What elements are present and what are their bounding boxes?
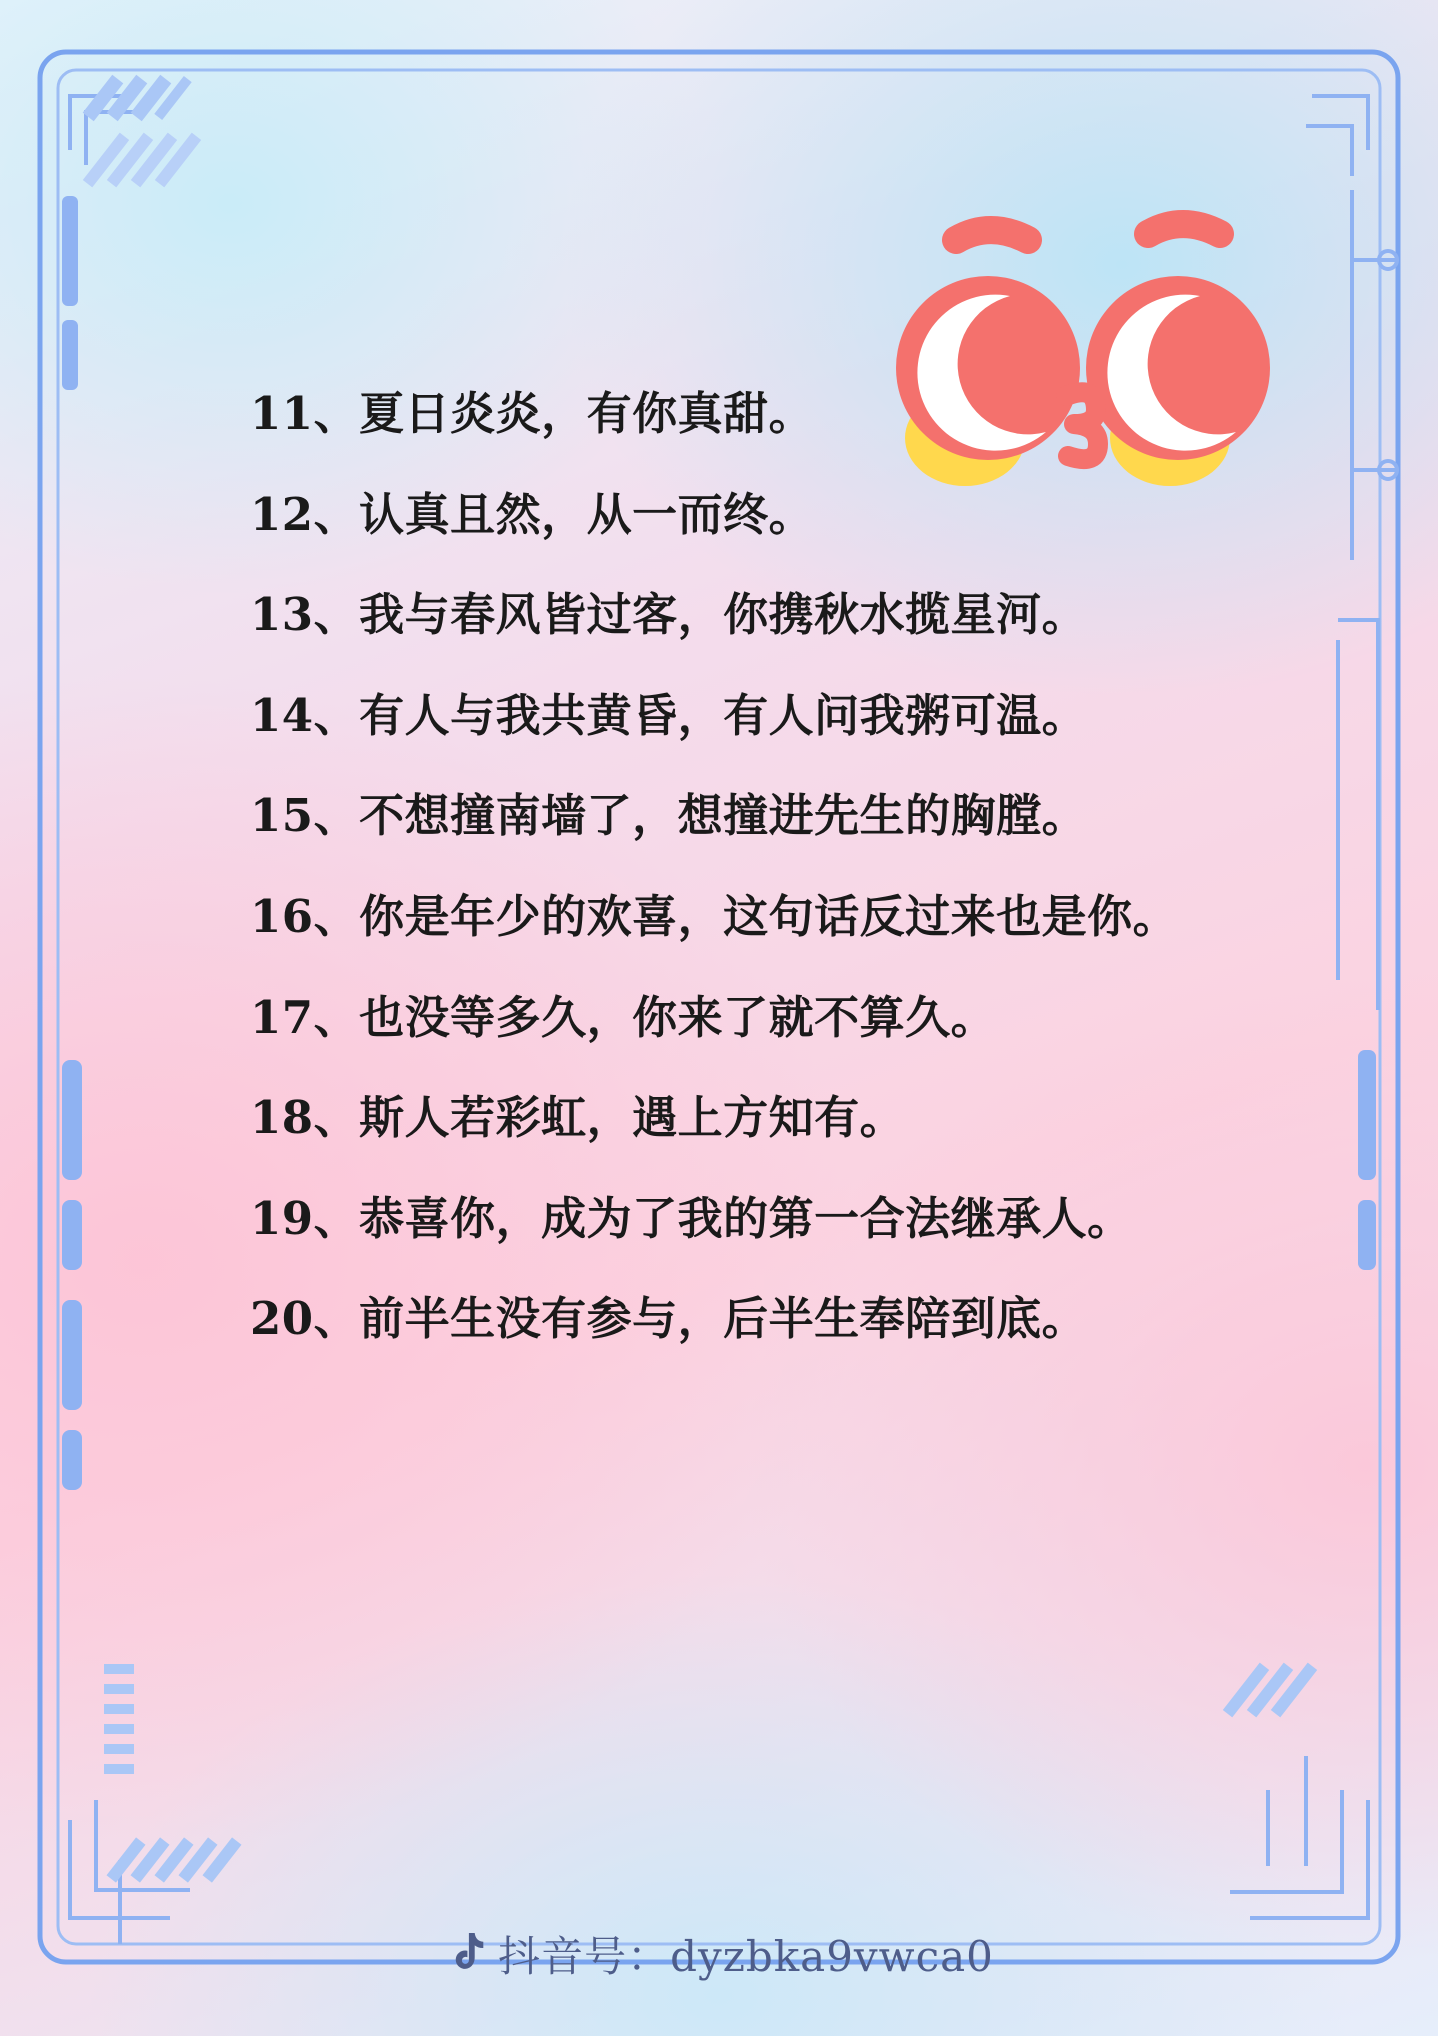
list-item	[250, 989, 1250, 1047]
list-item	[250, 787, 1250, 845]
list-item-index: 18、	[250, 1091, 360, 1145]
list-item	[250, 1190, 1250, 1248]
list-item	[250, 687, 1250, 745]
list-item-text: 有人与我共黄昏，有人问我粥可温。	[359, 688, 1088, 742]
list-item-text: 夏日炎炎，有你真甜。	[359, 387, 815, 440]
list-item-text: 我与春风皆过客，你携秋水揽星河。	[359, 588, 1088, 642]
list-item-text: 恭喜你，成为了我的第一合法继承人。	[359, 1191, 1133, 1245]
list-item	[250, 586, 1250, 644]
list-item-text: 你是年少的欢喜，这句话反过来也是你。	[359, 889, 1179, 943]
footer-label: 抖音号：dyzbka9vwca0	[498, 1932, 994, 1981]
list-item	[250, 1089, 1250, 1147]
list-item-text: 也没等多久，你来了就不算久。	[359, 990, 997, 1044]
list-item-index: 15、	[250, 789, 360, 843]
list-item-index: 20、	[250, 1292, 360, 1346]
list-item-index: 11、	[250, 387, 360, 440]
list-item-index: 17、	[250, 990, 360, 1044]
tiktok-icon	[444, 1931, 484, 1977]
list-item-text: 认真且然，从一而终。	[359, 487, 815, 541]
list-item	[250, 888, 1250, 946]
list-item	[250, 1290, 1250, 1348]
quote-list	[250, 385, 1250, 1391]
list-item-text: 斯人若彩虹，遇上方知有。	[359, 1091, 906, 1145]
list-item-text: 前半生没有参与，后半生奉陪到底。	[359, 1292, 1088, 1346]
list-item-index: 13、	[250, 588, 360, 642]
list-item-text: 不想撞南墙了，想撞进先生的胸膛。	[359, 789, 1088, 843]
list-item-index: 12、	[250, 487, 360, 541]
list-item	[250, 486, 1250, 544]
list-item	[250, 385, 1250, 443]
footer	[0, 1924, 1438, 1984]
list-item-index: 19、	[250, 1191, 360, 1245]
list-item-index: 16、	[250, 889, 360, 943]
list-item-index: 14、	[250, 688, 360, 742]
